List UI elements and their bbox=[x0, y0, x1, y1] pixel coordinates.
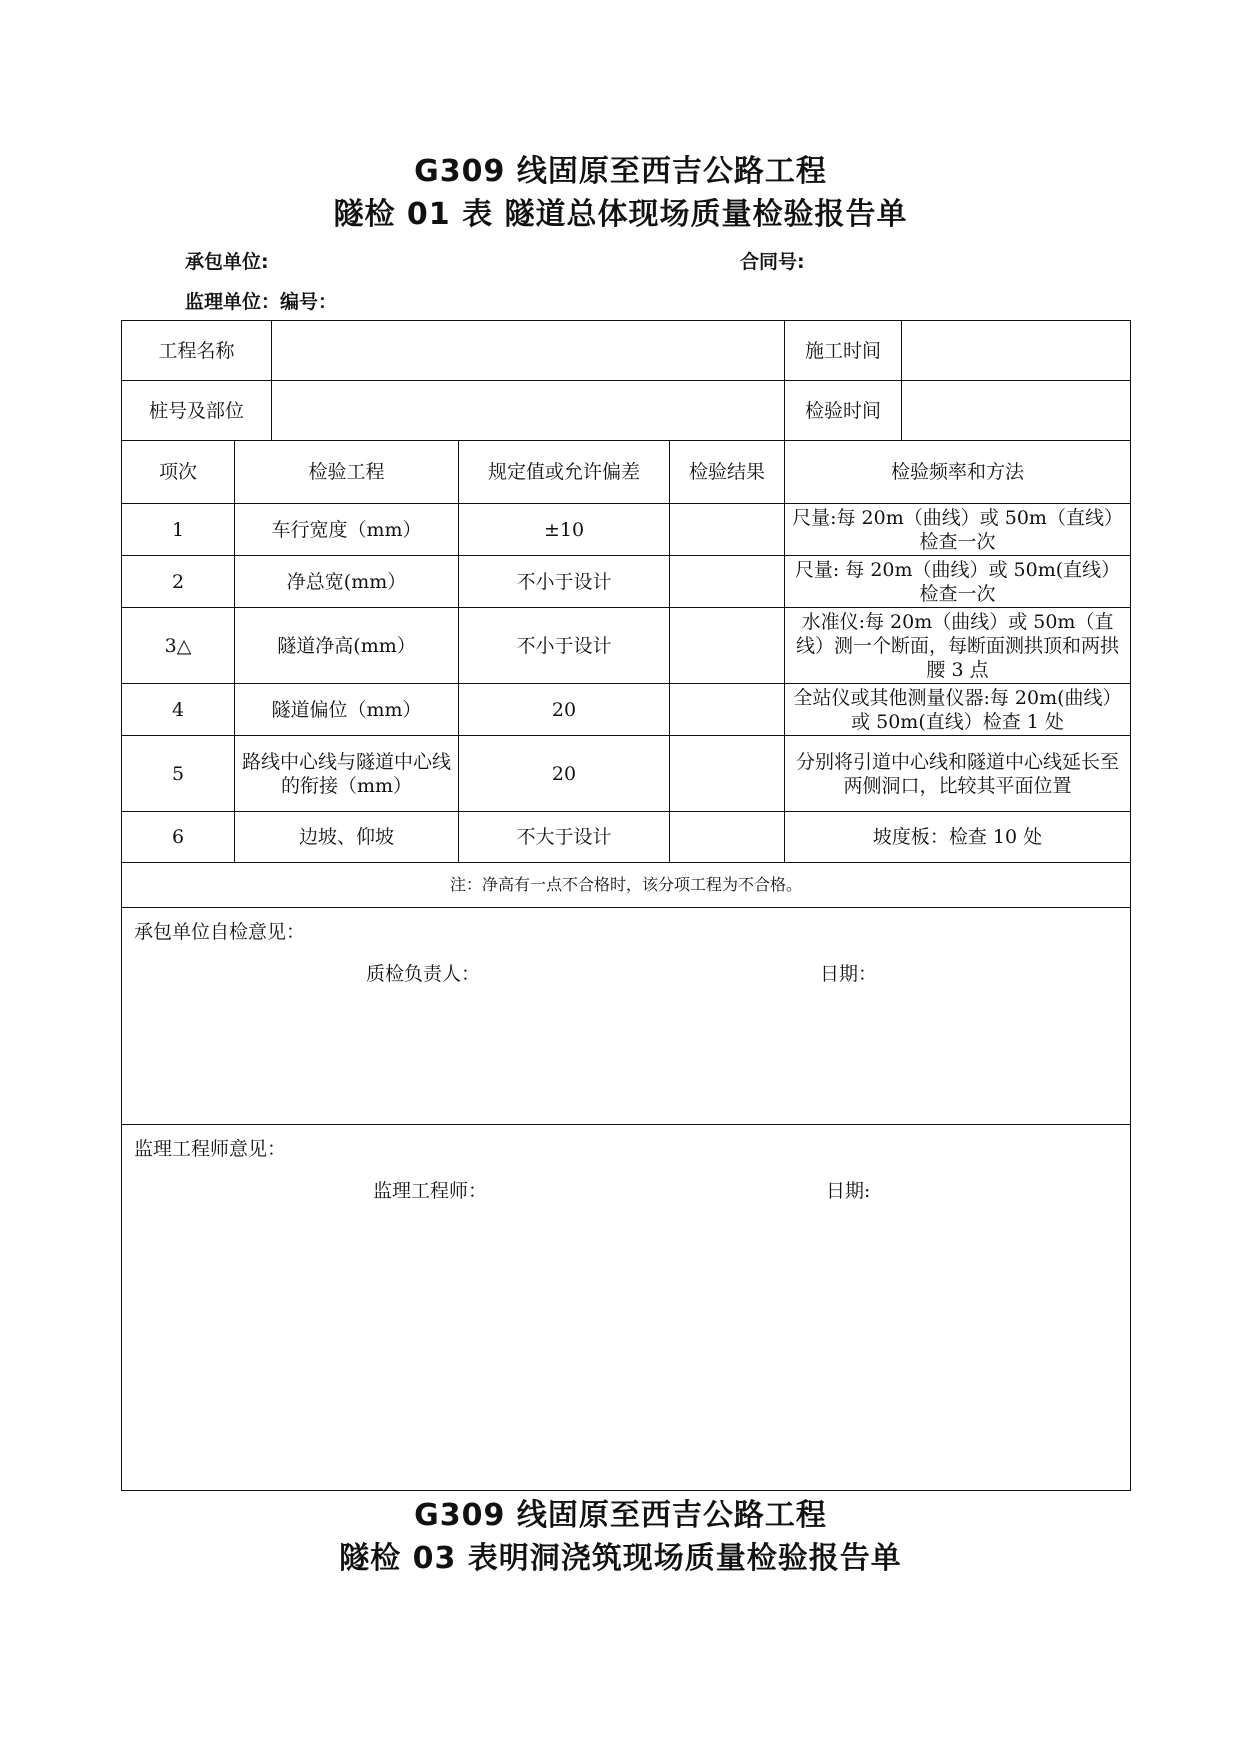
row-item: 隧道偏位（mm） bbox=[235, 684, 459, 736]
row-item: 边坡、仰坡 bbox=[235, 812, 459, 863]
supervisor-opinion-field[interactable] bbox=[122, 1125, 1131, 1491]
table-row bbox=[122, 684, 1131, 736]
next-document-title: G309 线固原至西吉公路工程 bbox=[414, 1498, 827, 1533]
header-result: 检验结果 bbox=[670, 441, 785, 504]
table-row bbox=[122, 812, 1131, 863]
row-spec: 20 bbox=[459, 736, 670, 812]
row-method: 分别将引道中心线和隧道中心线延长至两侧洞口，比较其平面位置 bbox=[785, 736, 1131, 812]
row-method: 坡度板：检查 10 处 bbox=[785, 812, 1131, 863]
contractor-opinion-field[interactable] bbox=[122, 908, 1131, 1125]
row-no: 2 bbox=[122, 556, 235, 608]
project-name-field[interactable] bbox=[272, 321, 785, 381]
header-no: 项次 bbox=[122, 441, 235, 504]
construction-time-label: 施工时间 bbox=[785, 321, 902, 381]
row-result-field[interactable] bbox=[670, 812, 785, 863]
table-header-row bbox=[122, 441, 1131, 504]
table-row bbox=[122, 736, 1131, 812]
row-spec: 20 bbox=[459, 684, 670, 736]
note-text: 注：净高有一点不合格时，该分项工程为不合格。 bbox=[122, 863, 1131, 908]
contractor-date-label: 日期： bbox=[820, 963, 878, 985]
construction-time-field[interactable] bbox=[902, 321, 1131, 381]
inspection-form-table bbox=[121, 320, 1131, 1491]
station-field[interactable] bbox=[272, 381, 785, 441]
row-method: 水准仪:每 20m（曲线）或 50m（直线）测一个断面，每断面测拱顶和两拱腰 3 点 bbox=[785, 608, 1131, 684]
form-title: 隧检 01 表 隧道总体现场质量检验报告单 bbox=[333, 197, 908, 232]
next-form-title: 隧检 03 表明洞浇筑现场质量检验报告单 bbox=[339, 1541, 902, 1576]
inspection-time-label: 检验时间 bbox=[785, 381, 902, 441]
row-method: 尺量: 每 20m（曲线）或 50m(直线）检查一次 bbox=[785, 556, 1131, 608]
row-item: 路线中心线与隧道中心线的衔接（mm） bbox=[235, 736, 459, 812]
row-method: 全站仪或其他测量仪器:每 20m(曲线）或 50m(直线）检查 1 处 bbox=[785, 684, 1131, 736]
table-row bbox=[122, 556, 1131, 608]
table-row bbox=[122, 504, 1131, 556]
row-no: 3△ bbox=[122, 608, 235, 684]
row-no: 1 bbox=[122, 504, 235, 556]
station-row bbox=[122, 381, 1131, 441]
supervisor-label: 监理单位：编号： bbox=[185, 291, 338, 313]
document-title: G309 线固原至西吉公路工程 bbox=[414, 154, 827, 189]
supervisor-date-label: 日期: bbox=[826, 1180, 871, 1202]
header-spec: 规定值或允许偏差 bbox=[459, 441, 670, 504]
qc-signer-label: 质检负责人： bbox=[366, 963, 481, 985]
row-item: 车行宽度（mm） bbox=[235, 504, 459, 556]
row-method: 尺量:每 20m（曲线）或 50m（直线）检查一次 bbox=[785, 504, 1131, 556]
row-result-field[interactable] bbox=[670, 556, 785, 608]
project-name-label: 工程名称 bbox=[122, 321, 272, 381]
note-row bbox=[122, 863, 1131, 908]
table-row bbox=[122, 608, 1131, 684]
row-no: 5 bbox=[122, 736, 235, 812]
supervisor-opinion-label: 监理工程师意见： bbox=[134, 1138, 287, 1160]
project-name-row bbox=[122, 321, 1131, 381]
contract-no-label: 合同号: bbox=[740, 251, 805, 273]
row-result-field[interactable] bbox=[670, 736, 785, 812]
header-method: 检验频率和方法 bbox=[785, 441, 1131, 504]
inspection-time-field[interactable] bbox=[902, 381, 1131, 441]
row-no: 6 bbox=[122, 812, 235, 863]
row-spec: ±10 bbox=[459, 504, 670, 556]
station-label: 桩号及部位 bbox=[122, 381, 272, 441]
contractor-opinion-label: 承包单位自检意见： bbox=[134, 921, 306, 943]
row-spec: 不大于设计 bbox=[459, 812, 670, 863]
supervisor-opinion-row bbox=[122, 1125, 1131, 1491]
contractor-opinion-row bbox=[122, 908, 1131, 1125]
row-spec: 不小于设计 bbox=[459, 608, 670, 684]
row-item: 隧道净高(mm） bbox=[235, 608, 459, 684]
header-item: 检验工程 bbox=[235, 441, 459, 504]
row-result-field[interactable] bbox=[670, 504, 785, 556]
row-no: 4 bbox=[122, 684, 235, 736]
row-result-field[interactable] bbox=[670, 684, 785, 736]
row-result-field[interactable] bbox=[670, 608, 785, 684]
row-item: 净总宽(mm） bbox=[235, 556, 459, 608]
supervising-engineer-label: 监理工程师： bbox=[373, 1180, 488, 1202]
row-spec: 不小于设计 bbox=[459, 556, 670, 608]
contractor-label: 承包单位: bbox=[185, 251, 269, 273]
